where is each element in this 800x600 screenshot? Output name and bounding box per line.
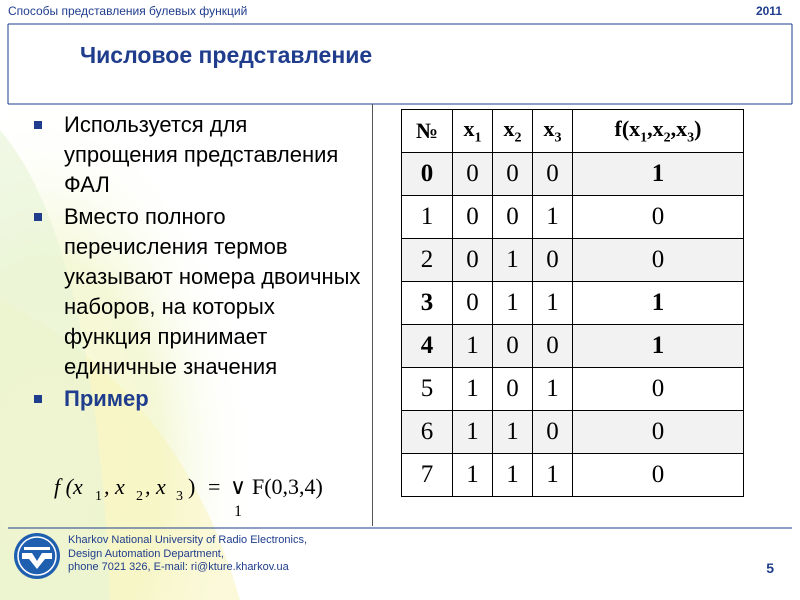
formula-operator-subscript: 1 bbox=[234, 503, 242, 520]
cell-x1: 0 bbox=[453, 153, 493, 196]
formula-lhs: f (x bbox=[54, 474, 83, 499]
header-x3-sub: 3 bbox=[554, 130, 562, 146]
formula-sub-2: 2 bbox=[136, 489, 143, 504]
header-f-sub-1: 1 bbox=[640, 130, 648, 146]
header-x1-base: x bbox=[463, 115, 475, 141]
table-row bbox=[402, 196, 744, 239]
formula-disjunction-operator: ∨ bbox=[230, 474, 247, 499]
bullet-text: Пример bbox=[64, 386, 149, 411]
truth-table bbox=[401, 109, 744, 497]
cell-function: 0 bbox=[573, 239, 744, 282]
footer-line-contact: phone 7021 326, E-mail: ri@kture.kharkov.ua bbox=[68, 561, 289, 573]
formula-equals: = bbox=[208, 474, 221, 499]
footer-line-university: Kharkov National University of Radio Electronics, bbox=[68, 534, 308, 546]
bullet-square-icon bbox=[34, 395, 42, 403]
cell-function: 0 bbox=[573, 368, 744, 411]
header-year: 2011 bbox=[755, 4, 782, 18]
cell-function: 1 bbox=[573, 282, 744, 325]
cell-x3: 0 bbox=[533, 239, 573, 282]
header-f-sep-1: ,x bbox=[647, 115, 664, 141]
page-number: 5 bbox=[766, 560, 774, 576]
cell-x1: 0 bbox=[453, 239, 493, 282]
footer-line-department: Design Automation Department, bbox=[68, 547, 224, 560]
cell-x3: 1 bbox=[533, 454, 573, 497]
cell-function: 0 bbox=[573, 454, 744, 497]
cell-x3: 0 bbox=[533, 411, 573, 454]
bullet-text: Используется для упрощения представления ФАЛ bbox=[64, 112, 339, 197]
cell-x2: 1 bbox=[493, 454, 533, 497]
cell-x1: 0 bbox=[453, 196, 493, 239]
bullet-item-example bbox=[34, 384, 364, 414]
formula-sub-1: 1 bbox=[95, 489, 102, 504]
cell-index: 2 bbox=[402, 239, 453, 282]
cell-x2: 0 bbox=[493, 368, 533, 411]
formula-comma-2: , x bbox=[145, 474, 166, 499]
header-f-prefix: f(x bbox=[614, 115, 641, 141]
formula-sub-3: 3 bbox=[176, 489, 183, 504]
bullet-square-icon bbox=[34, 213, 42, 221]
cell-x1: 0 bbox=[453, 282, 493, 325]
example-formula bbox=[52, 460, 372, 520]
column-divider bbox=[372, 104, 373, 526]
cell-x2: 0 bbox=[493, 153, 533, 196]
header-no: № bbox=[402, 110, 453, 153]
header-f-close: ) bbox=[694, 115, 702, 141]
header-f-sub-3: 3 bbox=[687, 130, 695, 146]
header-x1-sub: 1 bbox=[474, 130, 482, 146]
bullet-item bbox=[34, 202, 364, 382]
table-row bbox=[402, 239, 744, 282]
cell-x3: 1 bbox=[533, 196, 573, 239]
cell-function: 0 bbox=[573, 196, 744, 239]
table-row bbox=[402, 325, 744, 368]
cell-index: 1 bbox=[402, 196, 453, 239]
table-row bbox=[402, 368, 744, 411]
cell-x3: 1 bbox=[533, 368, 573, 411]
bullet-text: Вместо полного перечисления термов указывают номера двоичных наборов, на которых функция принимает единичные значения bbox=[64, 204, 361, 379]
cell-index: 3 bbox=[402, 282, 453, 325]
header-x2-base: x bbox=[503, 115, 515, 141]
bullet-square-icon bbox=[34, 121, 42, 129]
header-x1 bbox=[453, 110, 493, 153]
footer-contact bbox=[68, 534, 307, 575]
header-function bbox=[573, 110, 744, 153]
header-x3 bbox=[533, 110, 573, 153]
bullet-list bbox=[34, 110, 364, 416]
cell-x2: 1 bbox=[493, 239, 533, 282]
table-row bbox=[402, 282, 744, 325]
cell-function: 1 bbox=[573, 325, 744, 368]
formula-comma-1: , x bbox=[104, 474, 125, 499]
cell-x2: 1 bbox=[493, 411, 533, 454]
cell-x1: 1 bbox=[453, 325, 493, 368]
formula-close-paren: ) bbox=[188, 474, 196, 499]
cell-index: 0 bbox=[402, 153, 453, 196]
cell-x2: 1 bbox=[493, 282, 533, 325]
cell-x2: 0 bbox=[493, 325, 533, 368]
formula-rhs: F(0,3,4) bbox=[252, 474, 323, 499]
header-x2-sub: 2 bbox=[514, 130, 522, 146]
cell-index: 6 bbox=[402, 411, 453, 454]
header-x3-base: x bbox=[543, 115, 555, 141]
cell-x1: 1 bbox=[453, 454, 493, 497]
cell-x3: 1 bbox=[533, 282, 573, 325]
table-row bbox=[402, 411, 744, 454]
cell-x1: 1 bbox=[453, 411, 493, 454]
header-title: Способы представления булевых функций bbox=[8, 4, 248, 18]
header-f-sep-2: ,x bbox=[670, 115, 688, 141]
cell-x3: 0 bbox=[533, 153, 573, 196]
cell-index: 7 bbox=[402, 454, 453, 497]
cell-x1: 1 bbox=[453, 368, 493, 411]
table-row bbox=[402, 153, 744, 196]
header-f-sub-2: 2 bbox=[663, 130, 671, 146]
truth-table-header-row bbox=[402, 110, 744, 153]
bullet-item bbox=[34, 110, 364, 200]
cell-function: 0 bbox=[573, 411, 744, 454]
table-row bbox=[402, 454, 744, 497]
cell-index: 4 bbox=[402, 325, 453, 368]
cell-function: 1 bbox=[573, 153, 744, 196]
cell-x2: 0 bbox=[493, 196, 533, 239]
cell-x3: 0 bbox=[533, 325, 573, 368]
university-logo-icon bbox=[12, 531, 62, 581]
header-x2 bbox=[493, 110, 533, 153]
slide-title: Числовое представление bbox=[80, 42, 373, 68]
cell-index: 5 bbox=[402, 368, 453, 411]
